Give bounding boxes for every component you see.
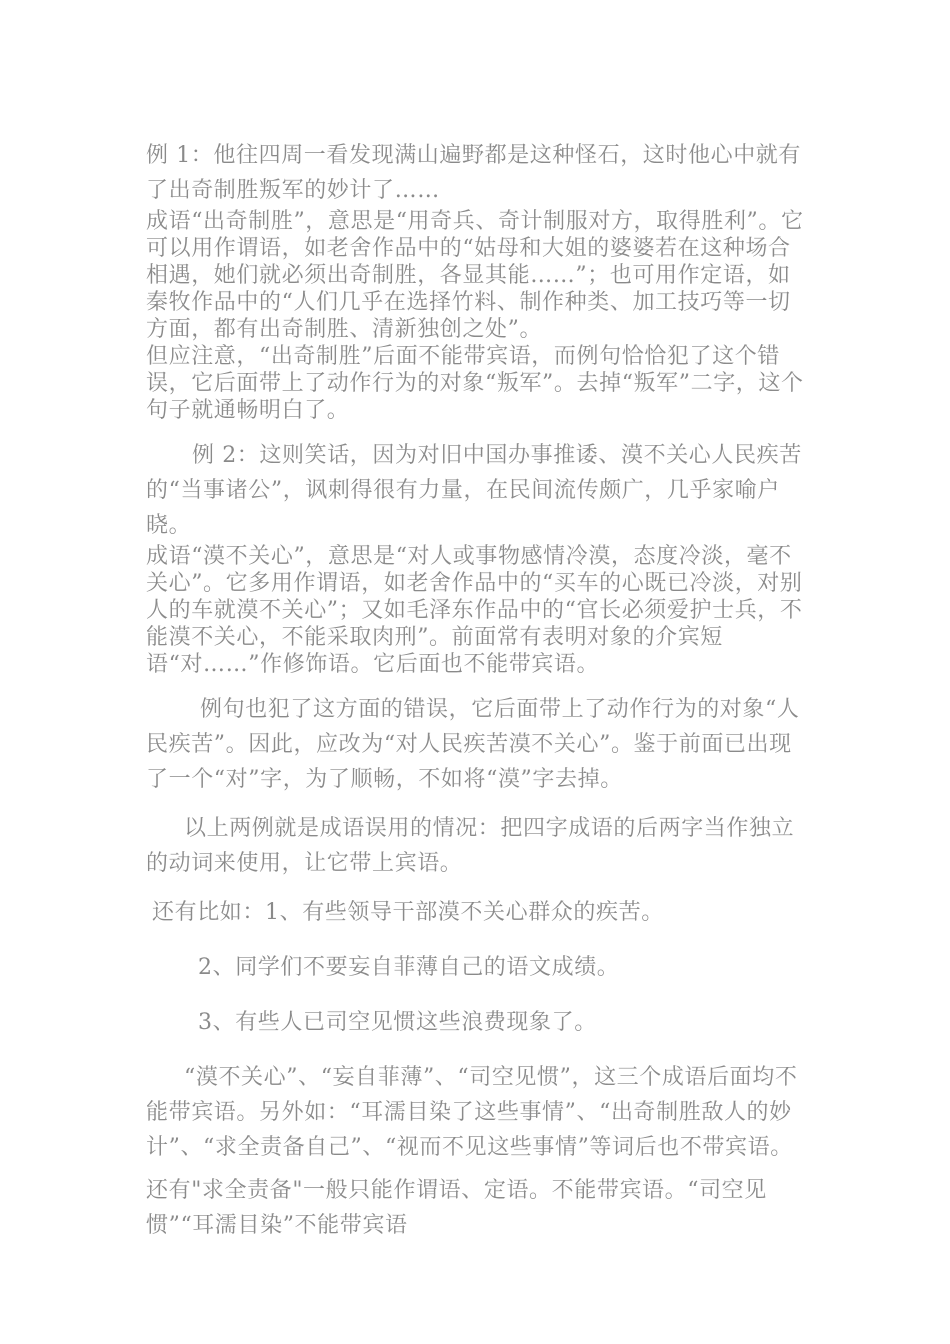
example-2-sentence: 例 2：这则笑话，因为对旧中国办事推诿、漠不关心人民疾苦的“当事诸公”，讽刺得很有力量，在民间流传颇广，几乎家喻户晓。 [146, 443, 802, 538]
more-example-2: 2、同学们不要妄自菲薄自己的语文成绩。 [198, 955, 620, 980]
document-body [146, 138, 810, 1243]
example-1-note: 但应注意，“出奇制胜”后面不能带宾语，而例句恰恰犯了这个错误，它后面带上了动作行为的对象“叛军”。去掉“叛军”二字，这个句子就通畅明白了。 [146, 344, 804, 423]
more-example-1: 还有比如：1、有些领导干部漠不关心群众的疾苦。 [152, 900, 664, 925]
final-paragraph: 还有"求全责备"一般只能作谓语、定语。不能带宾语。“司空见惯”“耳濡目染”不能带宾语 [146, 1178, 767, 1238]
example-2-note: 例句也犯了这方面的错误，它后面带上了动作行为的对象“人民疾苦”。因此，应改为“对人民疾苦漠不关心”。鉴于前面已出现了一个“对”字，为了顺畅，不如将“漠”字去掉。 [146, 697, 800, 792]
summary-paragraph: 以上两例就是成语误用的情况：把四字成语的后两字当作独立的动词来使用，让它带上宾语。 [146, 816, 795, 876]
more-example-3: 3、有些人已司空见惯这些浪费现象了。 [198, 1010, 597, 1035]
example-2-explanation: 成语“漠不关心”，意思是“对人或事物感情冷漠，态度冷淡，毫不关心”。它多用作谓语，如老舍作品中的“买车的心既已冷淡，对别人的车就漠不关心”；又如毛泽东作品中的“官长必须爱护士兵，不能漠不关心，不能采取肉刑”。前面常有表明对象的介宾短语“对……”作修饰语。它后面也不能带宾语。 [146, 544, 803, 677]
conclusion-paragraph: “漠不关心”、“妄自菲薄”、“司空见惯”，这三个成语后面均不能带宾语。另外如：“耳濡目染了这些事情”、“出奇制胜敌人的妙计”、“求全责备自己”、“视而不见这些事情”等词后也不带宾语。 [146, 1065, 798, 1160]
example-1-sentence: 例 1：他往四周一看发现满山遍野都是这种怪石，这时他心中就有了出奇制胜叛军的妙计了…… [146, 143, 801, 203]
example-1-explanation: 成语“出奇制胜”，意思是“用奇兵、奇计制服对方，取得胜利”。它可以用作谓语，如老舍作品中的“姑母和大姐的婆婆若在这种场合相遇，她们就必须出奇制胜，各显其能……”；也可用作定语，如秦牧作品中的“人们几乎在选择竹料、制作种类、加工技巧等一切方面，都有出奇制胜、清新独创之处”。 [146, 209, 804, 342]
